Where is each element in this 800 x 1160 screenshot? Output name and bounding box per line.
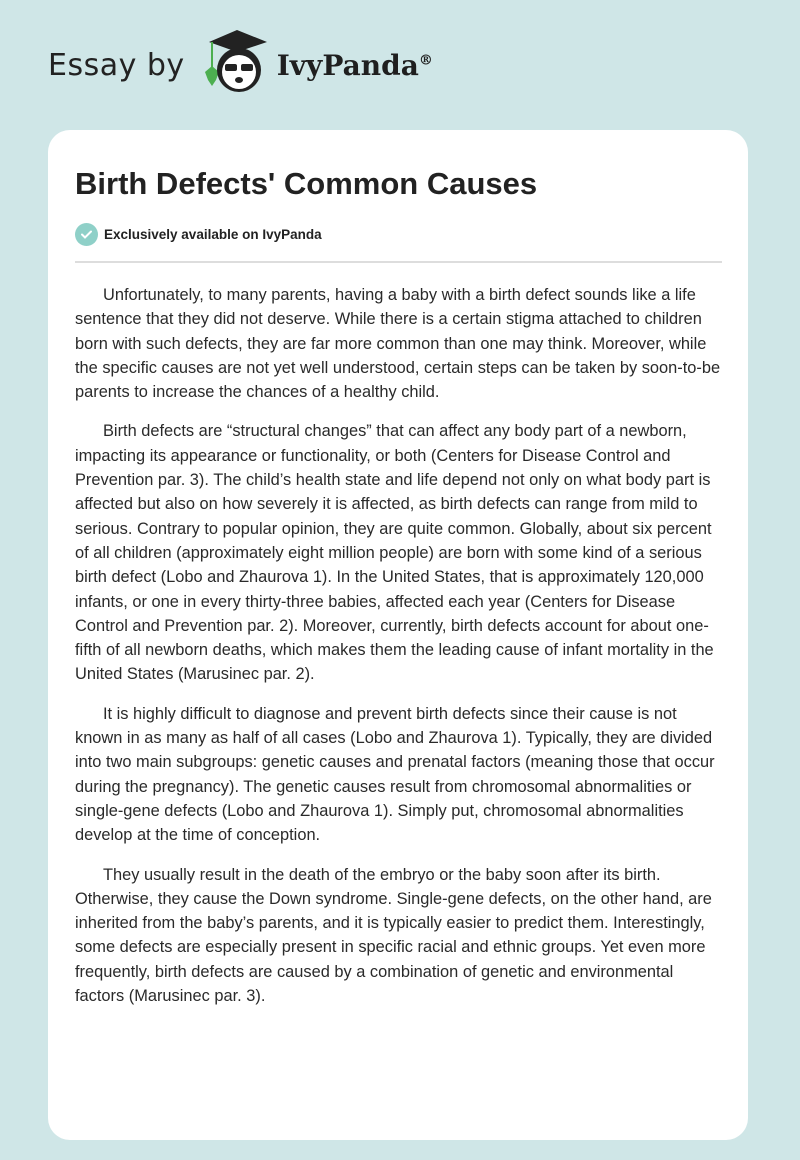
paragraph: Unfortunately, to many parents, having a baby with a birth defect sounds like a life sentence that they did not deserve. While there is a certain stigma attached to children born with such defects, they are far more common than one may think. Moreover, while the specific causes are not yet well understood, certain steps can be taken by soon-to-be parents to increase the chances of a healthy child.: [75, 286, 721, 402]
exclusive-badge: [75, 223, 322, 246]
check-circle-icon: [75, 223, 98, 246]
paragraph: Birth defects are “structural changes” that can affect any body part of a newborn, impacting its appearance or functionality, or both (Centers for Disease Control and Prevention par. 3). The child’s health state and life depend not only on what body part is affected but also on how severely it is affected, as birth defects can range from mild to serious. Contrary to popular opinion, they are quite common. Globally, about six percent of all children (approximately eight million people) are born with some kind of a serious birth defect (Lobo and Zhaurova 1). In the United States, that is approximately 120,000 infants, or one in every thirty-three babies, affected each year (Centers for Disease Control and Prevention par. 2). Moreover, currently, birth defects account for about one-fifth of all newborn deaths, which makes them the leading cause of infant mortality in the United States (Marusinec par. 2).: [75, 422, 714, 684]
essay-body: [75, 283, 722, 1023]
brand-name[interactable]: [277, 49, 433, 82]
panda-logo-icon[interactable]: [203, 28, 269, 103]
divider: [75, 261, 722, 263]
paragraph: It is highly difficult to diagnose and prevent birth defects since their cause is not known in as many as half of all cases (Lobo and Zhaurova 1). Typically, they are divided into two main subgroups: genetic causes and prenatal factors (meaning those that occur during the pregnancy). The genetic causes result from chromosomal abnormalities or single-gene defects (Lobo and Zhaurova 1). Simply put, chromosomal abnormalities develop at the time of conception.: [75, 704, 715, 845]
brand-text: IvyPanda: [276, 48, 419, 82]
essay-card: [48, 130, 748, 1140]
paragraph: They usually result in the death of the embryo or the baby soon after its birth. Otherwise, they cause the Down syndrome. Single-gene defects, on the other hand, are inherited from the baby’s parents, and it is typically easier to predict them. Interestingly, some defects are especially present in specific racial and ethnic groups. Yet even more frequently, birth defects are caused by a combination of genetic and environmental factors (Marusinec par. 3).: [75, 865, 712, 1006]
badge-label: Exclusively available on IvyPanda: [104, 227, 322, 242]
page-title: Birth Defects' Common Causes: [75, 166, 538, 201]
site-header: [48, 30, 433, 100]
essay-by-label: Essay by: [48, 47, 185, 83]
registered-mark: ®: [418, 52, 433, 69]
